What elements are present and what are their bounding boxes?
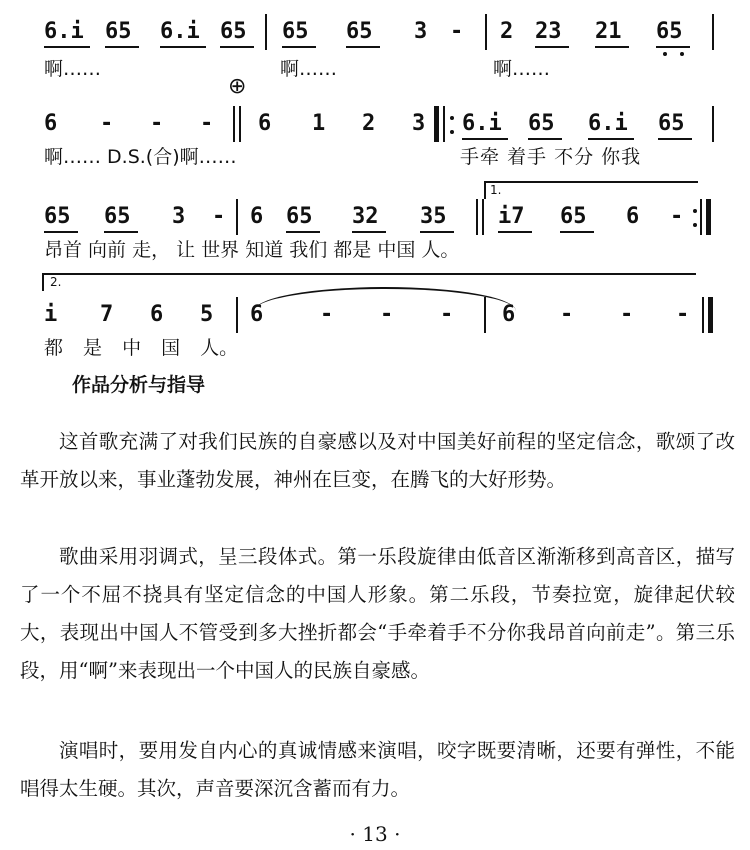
note-group: 6: [250, 302, 264, 327]
note-group: -: [380, 302, 394, 327]
beam: [286, 231, 320, 233]
note-group: 65: [658, 111, 685, 136]
section-heading: 作品分析与指导: [72, 374, 206, 396]
beam: [44, 231, 78, 233]
double-barline: [239, 106, 241, 142]
note-group: 65: [286, 204, 313, 229]
note-group: -: [212, 204, 226, 229]
volta-bracket-1: [484, 181, 698, 199]
note-group: 65: [560, 204, 587, 229]
note-group: 2: [500, 19, 514, 44]
lyric: 啊…… D.S.(合)啊……: [44, 146, 237, 168]
note-group: 6.i: [44, 19, 84, 44]
note-group: 65: [220, 19, 247, 44]
note-group: -: [676, 302, 690, 327]
note-group: 6.i: [588, 111, 628, 136]
barline: [476, 199, 478, 235]
beam: [44, 46, 90, 48]
score-system-4: [0, 265, 750, 365]
note-group: -: [440, 302, 454, 327]
lyric: 昂首 向前 走， 让 世界 知道 我们 都是 中国 人。: [44, 239, 460, 261]
note-group: -: [620, 302, 634, 327]
note-group: 65: [528, 111, 555, 136]
note-group: 32: [352, 204, 379, 229]
note-group: 6: [502, 302, 516, 327]
beam: [528, 138, 562, 140]
note-group: 65: [346, 19, 373, 44]
note-group: 5: [200, 302, 214, 327]
paragraph-3: 演唱时，要用发自内心的真诚情感来演唱，咬字既要清晰，还要有弹性，不能唱得太生硬。其次，声音要深沉含蓄而有力。: [20, 739, 735, 800]
beam: [282, 46, 316, 48]
double-barline: [233, 106, 235, 142]
note-group: 3: [412, 111, 426, 136]
volta-label-1: 1.: [490, 183, 502, 197]
note-group: i7: [498, 204, 525, 229]
octave-dot: [680, 52, 684, 56]
beam: [560, 231, 594, 233]
note-group: 6: [626, 204, 640, 229]
lyric: 啊……: [493, 58, 551, 80]
barline: [236, 199, 238, 235]
barline: [236, 297, 238, 333]
lyric: 啊……: [44, 58, 102, 80]
lyric: 都 是 中 国 人。: [44, 337, 239, 359]
repeat-dot: [693, 223, 697, 227]
beam: [535, 46, 569, 48]
volta-label-2: 2.: [50, 275, 62, 289]
beam: [498, 231, 532, 233]
lyric: 手牵 着手 不分 你我: [460, 146, 642, 168]
note-group: 6: [44, 111, 58, 136]
repeat-barline: [700, 199, 702, 235]
barline: [712, 14, 714, 50]
note-group: 3: [414, 19, 428, 44]
repeat-barline: [706, 199, 711, 235]
beam: [658, 138, 692, 140]
page-number: · 13 ·: [349, 822, 401, 846]
beam: [160, 46, 206, 48]
repeat-barline: [434, 106, 439, 142]
note-group: 1: [312, 111, 326, 136]
beam: [105, 46, 139, 48]
note-group: 23: [535, 19, 562, 44]
note-group: 35: [420, 204, 447, 229]
score-system-3: [0, 175, 750, 270]
barline: [482, 199, 484, 235]
note-group: 6.i: [462, 111, 502, 136]
note-group: 65: [656, 19, 683, 44]
beam: [352, 231, 386, 233]
final-barline: [708, 297, 713, 333]
note-group: -: [100, 111, 114, 136]
note-group: -: [200, 111, 214, 136]
beam: [462, 138, 508, 140]
barline: [712, 106, 714, 142]
note-group: 3: [172, 204, 186, 229]
repeat-barline: [443, 106, 445, 142]
note-group: -: [150, 111, 164, 136]
note-group: -: [450, 19, 464, 44]
beam: [346, 46, 380, 48]
note-group: -: [320, 302, 334, 327]
repeat-dot: [693, 209, 697, 213]
coda-sign: ⊕: [228, 74, 247, 99]
note-group: -: [560, 302, 574, 327]
beam: [220, 46, 254, 48]
note-group: -: [670, 204, 684, 229]
note-group: 65: [282, 19, 309, 44]
barline: [265, 14, 267, 50]
beam: [420, 231, 454, 233]
beam: [595, 46, 629, 48]
beam: [104, 231, 138, 233]
paragraph-1: 这首歌充满了对我们民族的自豪感以及对中国美好前程的坚定信念，歌颂了改革开放以来，事业蓬勃发展，神州在巨变，在腾飞的大好形势。: [20, 430, 735, 491]
paragraph-2: 歌曲采用羽调式，呈三段体式。第一乐段旋律由低音区渐渐移到高音区，描写了一个不屈不挠具有坚定信念的中国人形象。第二乐段，节奏拉宽，旋律起伏较大，表现出中国人不管受到多大挫折都会“手牵着手不分你我昂首向前走”。第三乐段，用“啊”来表现出一个中国人的民族自豪感。: [20, 545, 735, 682]
note-group: 6: [150, 302, 164, 327]
beam: [656, 46, 690, 48]
note-group: 6: [250, 204, 264, 229]
note-group: 6.i: [160, 19, 200, 44]
note-group: 65: [44, 204, 71, 229]
note-group: 6: [258, 111, 272, 136]
note-group: 65: [104, 204, 131, 229]
beam: [588, 138, 634, 140]
score-system-2: [0, 70, 750, 180]
note-group: 65: [105, 19, 132, 44]
final-barline: [702, 297, 704, 333]
barline: [484, 297, 486, 333]
repeat-dot: [450, 130, 454, 134]
repeat-dot: [450, 116, 454, 120]
note-group: i: [44, 302, 58, 327]
octave-dot: [663, 52, 667, 56]
note-group: 2: [362, 111, 376, 136]
note-group: 21: [595, 19, 622, 44]
barline: [485, 14, 487, 50]
note-group: 7: [100, 302, 114, 327]
lyric: 啊……: [280, 58, 338, 80]
